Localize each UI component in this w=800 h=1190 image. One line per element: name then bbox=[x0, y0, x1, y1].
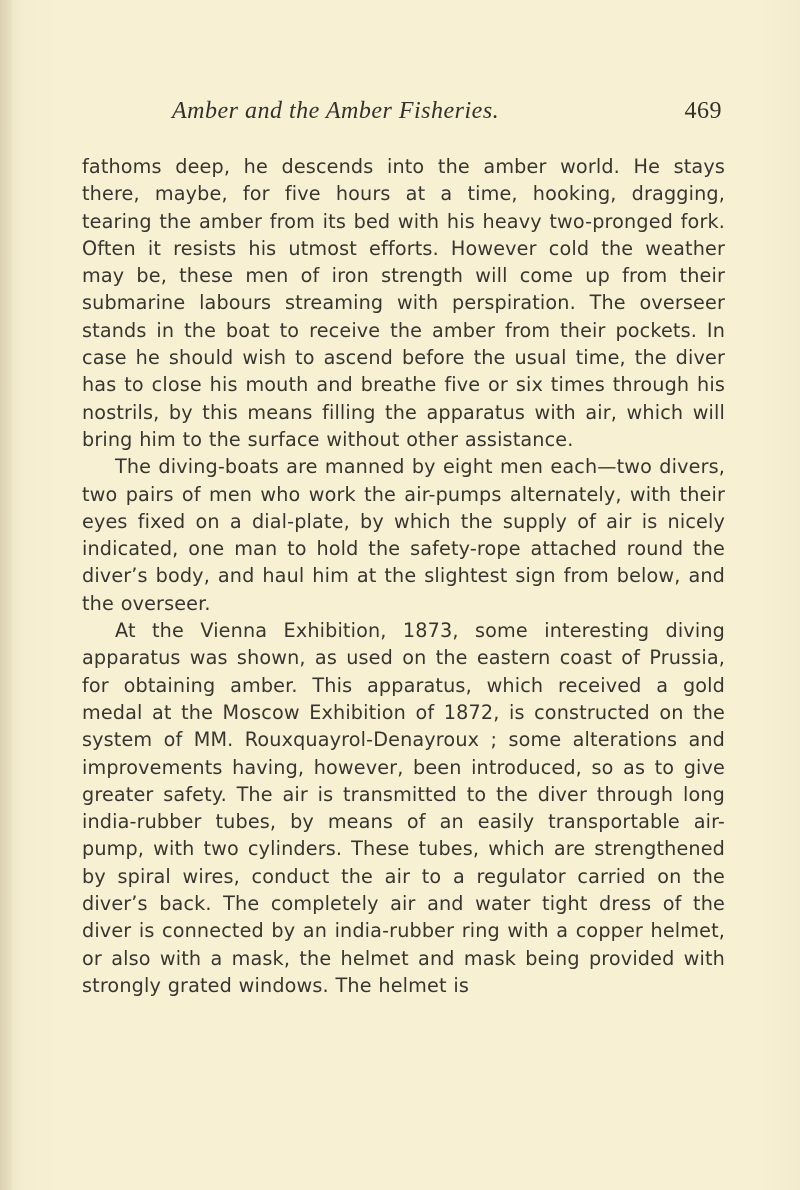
body-text bbox=[82, 153, 725, 1093]
running-title: Amber and the Amber Fisheries. bbox=[172, 98, 500, 124]
paragraph-vienna-exhibition: At the Vienna Exhibition, 1873, some interesting diving apparatus was shown, as used on the eastern coast of Prussia, for obtaining amber. This apparatus, which received a gold medal at the Moscow Exhibition of 1872, is constructed on the system of MM. Rouxquayrol-Denayroux ; some alterations and improvements having, however, been introduced, so as to give greater safety. The air is transmitted to the diver through long india-rubber tubes, by means of an easily transportable air-pump, with two cylinders. These tubes, which are strengthened by spiral wires, conduct the air to a regulator carried on the diver’s back. The completely air and water tight dress of the diver is connected by an india-rubber ring with a copper helmet, or also with a mask, the helmet and mask being provided with strongly grated windows. The helmet is bbox=[82, 619, 725, 997]
paragraph-diving-boats: The diving-boats are manned by eight men each—two divers, two pairs of men who work the air-pumps alternately, with their eyes fixed on a dial-plate, by which the supply of air is nicely indicated, one man to hold the safety-rope attached round the diver’s body, and haul him at the slightest sign from below, and the overseer. bbox=[82, 455, 725, 615]
page-number: 469 bbox=[684, 98, 722, 124]
page-gutter-shadow bbox=[0, 0, 12, 1190]
page-header bbox=[80, 98, 720, 138]
paragraph-continued: fathoms deep, he descends into the amber world. He stays there, maybe, for five hours at a time, hooking, dragging, tearing the amber from its bed with his heavy two-pronged fork. Often it resists his utmost efforts. However cold the weather may be, these men of iron strength will come up from their submarine labours streaming with perspiration. The overseer stands in the boat to receive the amber from their pockets. In case he should wish to ascend before the usual time, the diver has to close his mouth and breathe five or six times through his nostrils, by this means filling the apparatus with air, which will bring him to the surface without other assistance. bbox=[82, 155, 725, 451]
